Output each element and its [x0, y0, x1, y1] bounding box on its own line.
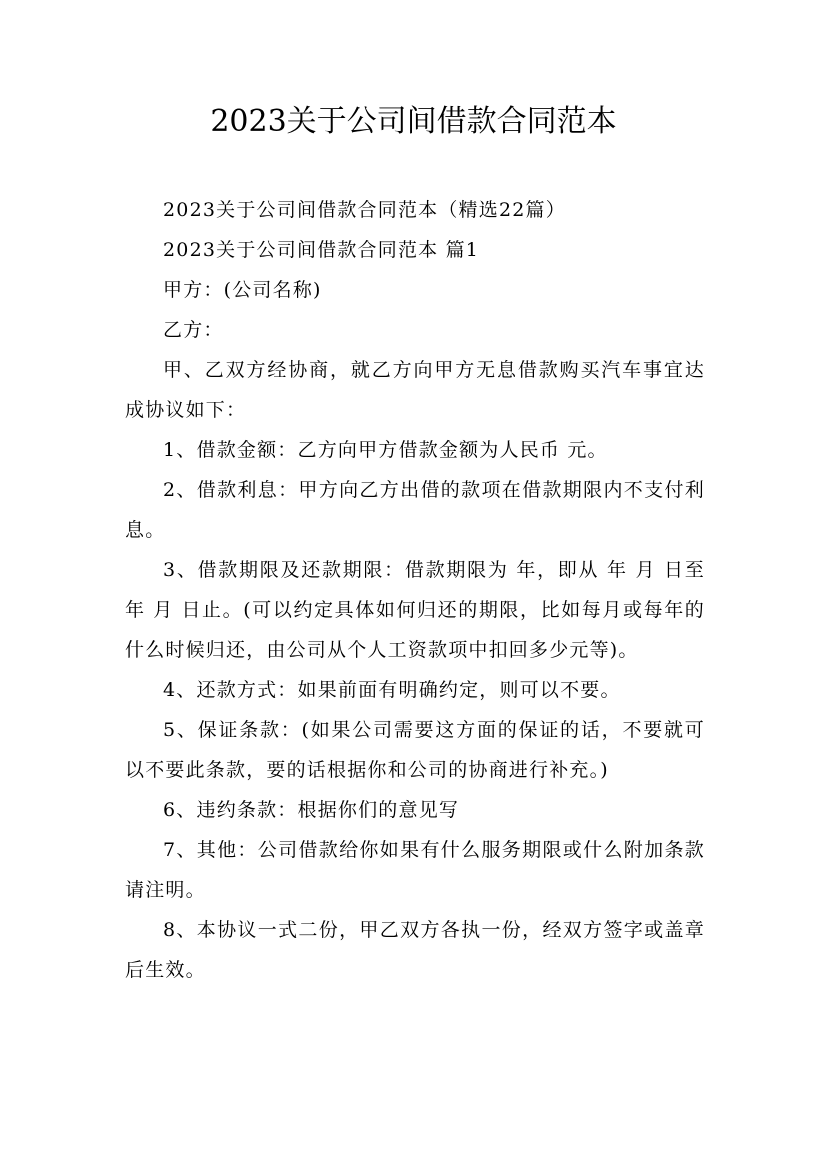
clause-1-amount: 1、借款金额：乙方向甲方借款金额为人民币 元。 — [163, 439, 608, 461]
clause-8-effect: 8、本协议一式二份，甲乙双方各执一份，经双方签字或盖章后生效。 — [125, 919, 705, 981]
paragraph-party-a: 甲方：(公司名称) — [163, 279, 322, 301]
document-title: 2023关于公司间借款合同范本 — [210, 104, 617, 139]
paragraph-section-heading: 2023关于公司间借款合同范本 篇1 — [163, 239, 480, 261]
paragraph-party-b: 乙方： — [163, 319, 224, 341]
paragraph-intro: 甲、乙双方经协商，就乙方向甲方无息借款购买汽车事宜达成协议如下： — [125, 359, 705, 421]
document-body — [125, 190, 705, 990]
clause-6-breach: 6、违约条款：根据你们的意见写 — [163, 799, 460, 821]
clause-4-repayment: 4、还款方式：如果前面有明确约定，则可以不要。 — [163, 679, 621, 701]
clause-3-term: 3、借款期限及还款期限：借款期限为 年，即从 年 月 日至 年 月 日止。(可以约定具体如何归还的期限，比如每月或每年的什么时候归还，由公司从个人工资款项中扣回多少元等)。 — [125, 559, 705, 661]
paragraph-subtitle: 2023关于公司间借款合同范本（精选22篇） — [163, 199, 566, 221]
clause-7-other: 7、其他：公司借款给你如果有什么服务期限或什么附加条款请注明。 — [125, 839, 705, 901]
clause-5-guarantee: 5、保证条款：(如果公司需要这方面的保证的话，不要就可以不要此条款，要的话根据你和公司的协商进行补充。) — [125, 719, 705, 781]
clause-2-interest: 2、借款利息：甲方向乙方出借的款项在借款期限内不支付利息。 — [125, 479, 705, 541]
